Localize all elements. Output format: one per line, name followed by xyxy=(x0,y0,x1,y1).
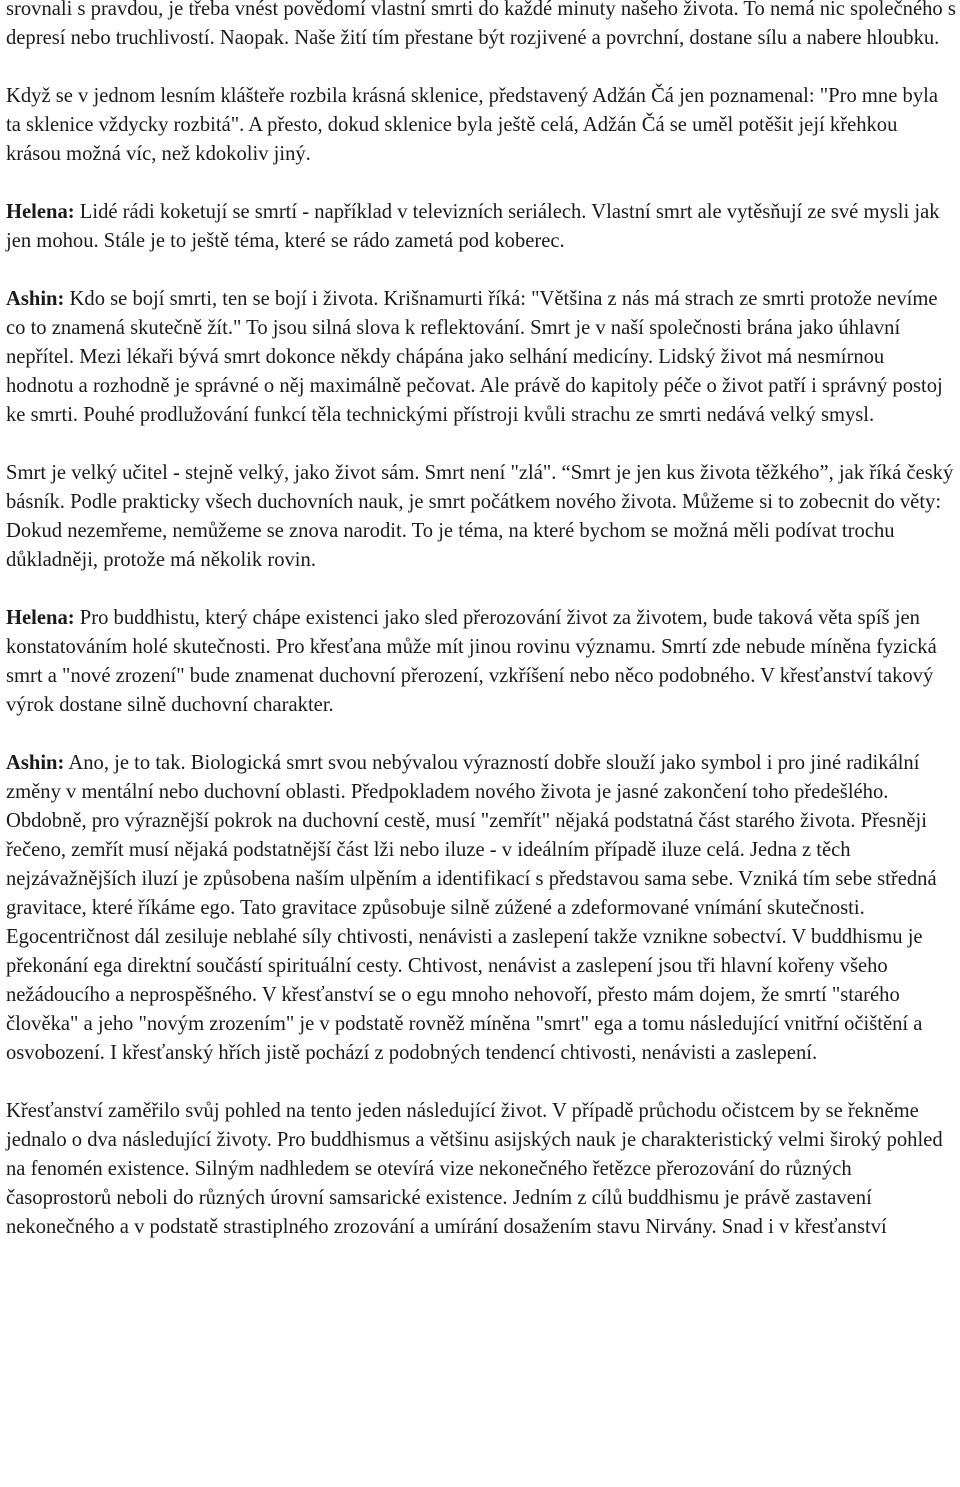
paragraph-7 xyxy=(6,749,956,1068)
paragraph-4 xyxy=(6,285,956,430)
paragraph-6 xyxy=(6,604,956,720)
paragraph-3 xyxy=(6,198,956,256)
paragraph-text: Křesťanství zaměřilo svůj pohled na tento jeden následující život. V případě průchodu očistcem by se řekněme jednalo o dva následující životy. Pro buddhismus a většinu asijských nauk je charakteristický velmi široký pohled na fenomén existence. Silným nadhledem se otevírá vize nekonečného řetězce přerozování do různých časoprostorů neboli do různých úrovní samsarické existence. Jedním z cílů buddhismu je právě zastavení nekonečného a v podstatě strastiplného zrozování a umírání dosažením stavu Nirvány. Snad i v křesťanství xyxy=(6,1100,943,1238)
paragraph-text: Pro buddhistu, který chápe existenci jako sled přerozování život za životem, bude taková věta spíš jen konstatováním holé skutečnosti. Pro křesťana může mít jinou rovinu významu. Smrtí zde nebude míněna fyzická smrt a "nové zrození" bude znamenat duchovní přerození, vzkříšení nebo něco podobného. V křesťanství takový výrok dostane silně duchovní charakter. xyxy=(6,607,937,716)
paragraph-text: Kdo se bojí smrti, ten se bojí i života. Krišnamurti říká: "Většina z nás má strach ze smrti protože nevíme co to znamená skutečně žít." To jsou silná slova k reflektování. Smrt je v naší společnosti brána jako úhlavní nepřítel. Mezi lékaři bývá smrt dokonce někdy chápána jako selhání medicíny. Lidský život má nesmírnou hodnotu a rozhodně je správné o něj maximálně pečovat. Ale právě do kapitoly péče o život patří i správný postoj ke smrti. Pouhé prodlužování funkcí těla technickými přístroji kvůli strachu ze smrti nedává velký smysl. xyxy=(6,288,943,426)
speaker-label: Ashin: xyxy=(6,288,65,310)
paragraph-text: Smrt je velký učitel - stejně velký, jako život sám. Smrt není "zlá". “Smrt je jen kus života těžkého”, jak říká český básník. Podle prakticky všech duchovních nauk, je smrt počátkem nového života. Můžeme si to zobecnit do věty: Dokud nezemřeme, nemůžeme se znova narodit. To je téma, na které bychom se možná měli podívat trochu důkladněji, protože má několik rovin. xyxy=(6,462,954,571)
speaker-label: Helena: xyxy=(6,607,75,629)
paragraph-8 xyxy=(6,1097,956,1242)
paragraph-text: srovnali s pravdou, je třeba vnést povědomí vlastní smrti do každé minuty našeho života. To nemá nic společného s depresí nebo truchlivostí. Naopak. Naše žití tím přestane být rozjivené a povrchní, dostane sílu a nabere hloubku. xyxy=(6,0,956,49)
paragraph-text: Ano, je to tak. Biologická smrt svou nebývalou výrazností dobře slouží jako symbol i pro jiné radikální změny v mentální nebo duchovní oblasti. Předpokladem nového života je jasné zakončení toho předešlého. Obdobně, pro výraznější pokrok na duchovní cestě, musí "zemřít" nějaká podstatná část starého života. Přesněji řečeno, zemřít musí nějaká podstatnější část lži nebo iluze - v ideálním případě iluze celá. Jedna z těch nejzávažnějších iluzí je způsobena naším ulpěním a identifikací s představou sama sebe. Vzniká tím sebe středná gravitace, které říkáme ego. Tato gravitace způsobuje silně zúžené a zdeformované vnímání skutečnosti. Egocentričnost dál zesiluje neblahé síly chtivosti, nenávisti a zaslepení takže vznikne sobectví. V buddhismu je překonání ega direktní součástí spirituální cesty. Chtivost, nenávist a zaslepení jsou tři hlavní kořeny všeho nežádoucího a neprospěšného. V křesťanství se o egu mnoho nehovoří, přesto mám dojem, že smrtí "starého člověka" a jeho "novým zrozením" je v podstatě rovněž míněna "smrt" ega a tomu následující vnitřní očištění a osvobození. I křesťanský hřích jistě pochází z podobných tendencí chtivosti, nenávisti a zaslepení. xyxy=(6,752,937,1064)
document-page xyxy=(6,0,956,1242)
paragraph-text: Lidé rádi koketují se smrtí - například v televizních seriálech. Vlastní smrt ale vytěsňují ze své mysli jak jen mohou. Stále je to ještě téma, které se rádo zametá pod koberec. xyxy=(6,201,940,252)
paragraph-2 xyxy=(6,82,956,169)
speaker-label: Helena: xyxy=(6,201,75,223)
paragraph-5 xyxy=(6,459,956,575)
speaker-label: Ashin: xyxy=(6,752,65,774)
paragraph-1 xyxy=(6,0,956,53)
paragraph-text: Když se v jednom lesním klášteře rozbila krásná sklenice, představený Adžán Čá jen poznamenal: "Pro mne byla ta sklenice vždycky rozbitá". A přesto, dokud sklenice byla ještě celá, Adžán Čá se uměl potěšit její křehkou krásou možná víc, než kdokoliv jiný. xyxy=(6,85,938,165)
